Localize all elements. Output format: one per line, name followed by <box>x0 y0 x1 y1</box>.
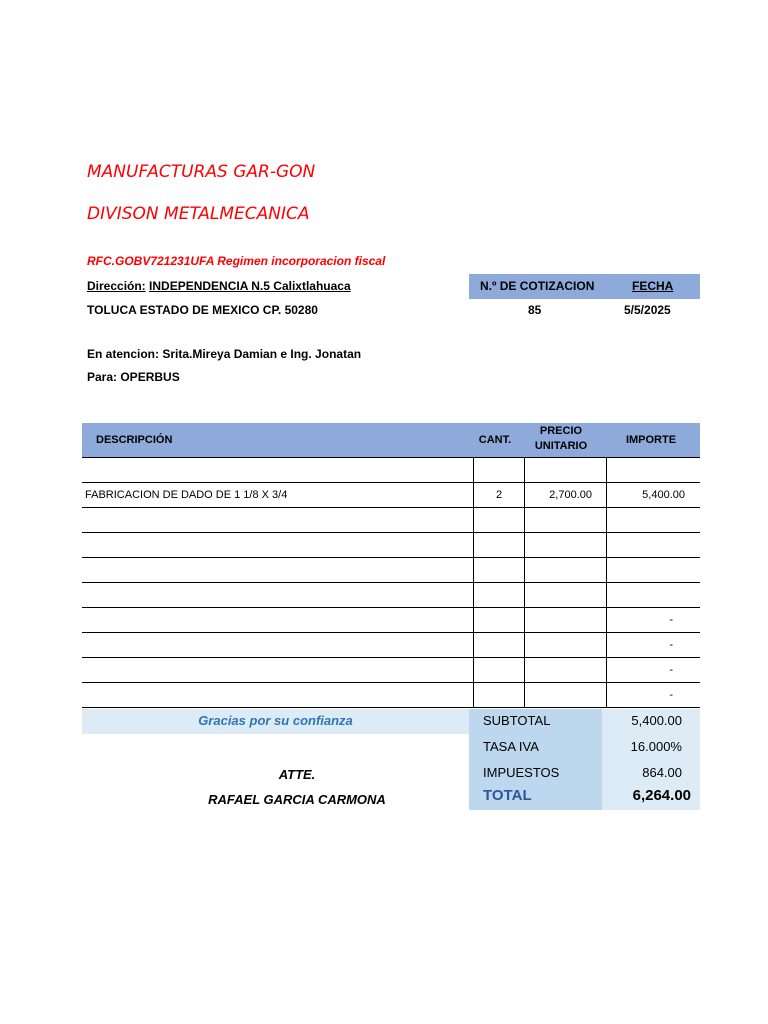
thanks-message: Gracias por su confianza <box>198 713 353 728</box>
header-unit-price-line1: PRECIO <box>539 425 583 437</box>
rfc-line: RFC.GOBV721231UFA Regimen incorporacion fiscal <box>87 254 386 268</box>
header-unit-price <box>520 424 602 454</box>
row-amount <box>607 558 701 583</box>
row-qty <box>474 508 525 533</box>
table-row <box>82 633 700 658</box>
table-row <box>82 483 700 508</box>
city-line: TOLUCA ESTADO DE MEXICO CP. 50280 <box>87 303 318 317</box>
row-qty <box>474 633 525 658</box>
row-amount: - <box>607 608 701 633</box>
header-description: DESCRIPCIÓN <box>96 434 173 446</box>
subtotal-value: 5,400.00 <box>631 713 682 728</box>
row-unit-price <box>525 458 607 483</box>
table-row <box>82 608 700 633</box>
row-description <box>82 608 474 633</box>
items-table <box>82 457 700 708</box>
table-row <box>82 583 700 608</box>
tax-rate-label: TASA IVA <box>483 739 539 754</box>
header-unit-price-line2: UNITARIO <box>534 440 588 452</box>
row-description <box>82 658 474 683</box>
address-label: Dirección: <box>87 279 146 293</box>
signature-name: RAFAEL GARCIA CARMONA <box>208 792 386 807</box>
row-unit-price <box>525 608 607 633</box>
row-amount: - <box>607 658 701 683</box>
table-row <box>82 558 700 583</box>
row-qty <box>474 583 525 608</box>
recipient-line: Para: OPERBUS <box>87 370 180 384</box>
row-amount <box>607 458 701 483</box>
attention-line: En atencion: Srita.Mireya Damian e Ing. Jonatan <box>87 347 362 361</box>
table-header <box>82 423 700 457</box>
row-qty <box>474 608 525 633</box>
row-unit-price <box>525 633 607 658</box>
closing-atte: ATTE. <box>278 767 316 782</box>
row-qty: 2 <box>474 483 525 508</box>
row-qty <box>474 458 525 483</box>
table-row <box>82 533 700 558</box>
row-unit-price <box>525 683 607 708</box>
row-qty <box>474 683 525 708</box>
row-description <box>82 583 474 608</box>
row-amount: 5,400.00 <box>607 483 701 508</box>
quote-date: 5/5/2025 <box>624 303 671 317</box>
row-description <box>82 508 474 533</box>
quote-number-label: N.º DE COTIZACION <box>480 279 595 293</box>
table-row <box>82 658 700 683</box>
quote-header <box>469 274 700 299</box>
table-row <box>82 458 700 483</box>
company-name: MANUFACTURAS GAR-GON <box>87 162 316 182</box>
row-unit-price <box>525 558 607 583</box>
row-qty <box>474 558 525 583</box>
quote-date-label: FECHA <box>632 279 674 293</box>
row-unit-price <box>525 508 607 533</box>
row-amount <box>607 533 701 558</box>
row-unit-price <box>525 583 607 608</box>
address-value: INDEPENDENCIA N.5 Calixtlahuaca <box>149 279 351 293</box>
row-amount: - <box>607 633 701 658</box>
row-description <box>82 633 474 658</box>
table-row <box>82 508 700 533</box>
total-label: TOTAL <box>483 787 532 804</box>
tax-rate-value: 16.000% <box>630 739 682 754</box>
row-unit-price: 2,700.00 <box>525 483 607 508</box>
row-description <box>82 683 474 708</box>
row-qty <box>474 533 525 558</box>
row-unit-price <box>525 533 607 558</box>
subtotal-label: SUBTOTAL <box>483 713 551 728</box>
row-unit-price <box>525 658 607 683</box>
row-description <box>82 533 474 558</box>
row-amount <box>607 508 701 533</box>
taxes-value: 864.00 <box>642 765 682 780</box>
row-description <box>82 558 474 583</box>
table-row <box>82 683 700 708</box>
items-table-body <box>82 458 700 708</box>
address-line <box>87 279 351 293</box>
header-qty: CANT. <box>478 434 512 446</box>
quote-number: 85 <box>528 303 542 317</box>
row-description: FABRICACION DE DADO DE 1 1/8 X 3/4 <box>82 483 474 508</box>
header-amount: IMPORTE <box>625 434 677 446</box>
row-amount: - <box>607 683 701 708</box>
taxes-label: IMPUESTOS <box>483 765 560 780</box>
row-qty <box>474 658 525 683</box>
company-division: DIVISON METALMECANICA <box>87 204 310 224</box>
row-description <box>82 458 474 483</box>
total-value: 6,264.00 <box>632 787 691 804</box>
row-amount <box>607 583 701 608</box>
